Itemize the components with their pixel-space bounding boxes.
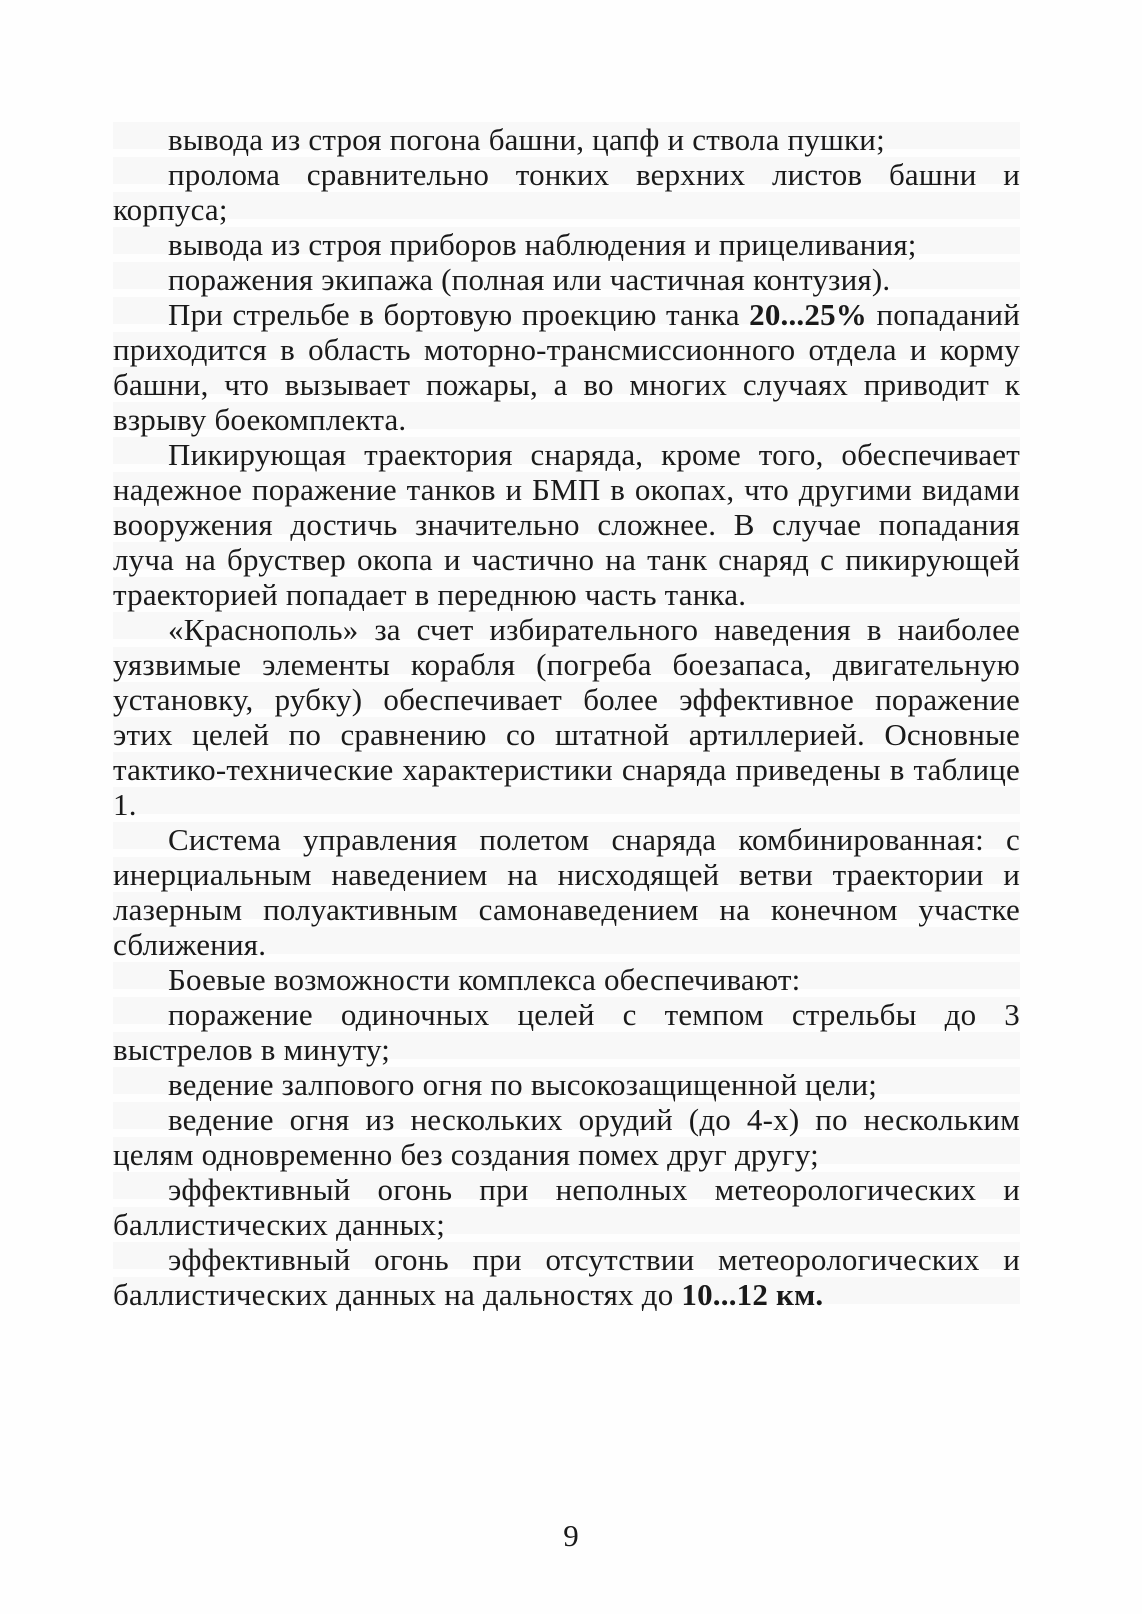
bold-text-run: 10...12 км. (681, 1277, 824, 1312)
paragraph (113, 262, 1020, 297)
text-run: эффективный огонь при отсутствии метеорологических и баллистических данных на дальностях до (113, 1242, 1020, 1312)
text-run: пролома сравнительно тонких верхних листов башни и корпуса; (113, 157, 1020, 227)
text-run: вывода из строя погона башни, цапф и ствола пушки; (168, 122, 885, 157)
paragraph (113, 962, 1020, 997)
text-run: попаданий приходится в область моторно-трансмиссионного отдела и корму башни, что вызывает пожары, а во многих случаях приводит к взрыву боекомплекта. (113, 297, 1020, 437)
text-run: При стрельбе в бортовую проекцию танка (168, 297, 750, 332)
text-run: эффективный огонь при неполных метеорологических и баллистических данных; (113, 1172, 1020, 1242)
text-run: ведение огня из нескольких орудий (до 4-х) по нескольким целям одновременно без создания помех друг другу; (113, 1102, 1020, 1172)
paragraph (113, 122, 1020, 157)
text-run: Система управления полетом снаряда комбинированная: с инерциальным наведением на нисходящей ветви траектории и лазерным полуактивным самонаведением на конечном участке сближения. (113, 822, 1020, 962)
text-run: поражение одиночных целей с темпом стрельбы до 3 выстрелов в минуту; (113, 997, 1020, 1067)
text-run: «Краснополь» за счет избирательного наведения в наиболее уязвимые элементы корабля (погреба боезапаса, двигательную установку, рубку) обеспечивает более эффективное поражение этих целей по сравнению со штатной артиллерией. Основные тактико-технические характеристики снаряда приведены в таблице 1. (113, 612, 1020, 822)
paragraph (113, 612, 1020, 822)
paragraph (113, 437, 1020, 612)
bold-text-run: 20...25% (749, 297, 867, 332)
paragraph (113, 1242, 1020, 1312)
paragraph (113, 297, 1020, 437)
page-number: 9 (563, 1518, 579, 1553)
paragraph (113, 227, 1020, 262)
text-run: поражения экипажа (полная или частичная контузия). (168, 262, 891, 297)
paragraph (113, 822, 1020, 962)
paragraph (113, 1067, 1020, 1102)
paragraph (113, 157, 1020, 227)
text-run: Пикирующая траектория снаряда, кроме того, обеспечивает надежное поражение танков и БМП в окопах, что другими видами вооружения достичь значительно сложнее. В случае попадания луча на бруствер окопа и частично на танк снаряд с пикирующей траекторией попадает в переднюю часть танка. (113, 437, 1020, 612)
text-run: вывода из строя приборов наблюдения и прицеливания; (168, 227, 917, 262)
text-run: ведение залпового огня по высокозащищенной цели; (168, 1067, 878, 1102)
paragraph (113, 1172, 1020, 1242)
paragraph (113, 1102, 1020, 1172)
text-block (113, 122, 1020, 1312)
text-run: Боевые возможности комплекса обеспечивают: (168, 962, 801, 997)
paragraph (113, 997, 1020, 1067)
